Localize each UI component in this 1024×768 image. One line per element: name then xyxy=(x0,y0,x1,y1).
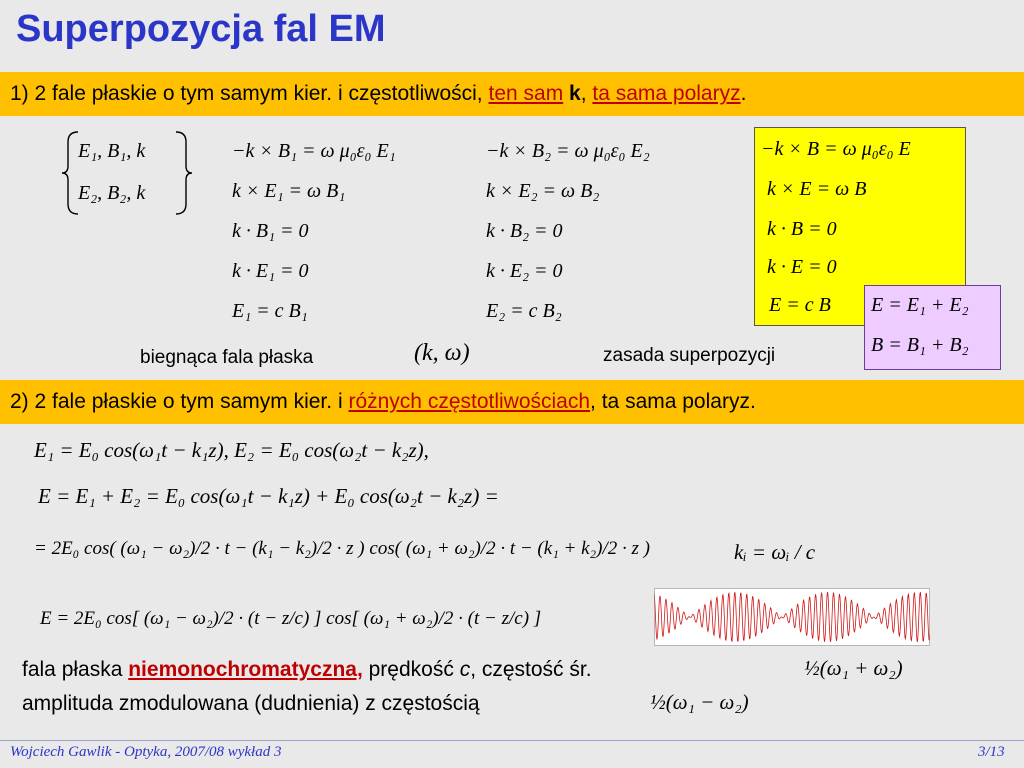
eq-beat-form: E = 2E₀ cos[ (ω₁ − ω₂)/2 · (t − z/c) ] cos[ (ω₁ + ω₂)/2 · (t − z/c) ] xyxy=(40,608,542,629)
label-travelling-wave: biegnąca fala płaska xyxy=(140,347,314,368)
eq-1-4: k · E₁ = 0 xyxy=(232,260,309,282)
wave-vector-pair: (k, ω) xyxy=(414,340,470,366)
footer-divider xyxy=(0,740,1024,741)
eq-3-3: k · B = 0 xyxy=(767,218,837,240)
wave-set-1: E₁, B₁, k xyxy=(78,140,146,162)
eq-super-b: B = B₁ + B₂ xyxy=(871,334,969,356)
section-1-banner xyxy=(0,72,1024,116)
eq-mean-frequency: ½(ω₁ + ω₂) xyxy=(804,656,903,680)
maxwell-wave-1 xyxy=(232,140,396,340)
section-1-end: . xyxy=(740,82,747,105)
conclusion-highlight: niemonochromatyczna, xyxy=(128,658,363,681)
conclusion-line-2: amplituda zmodulowana (dudnienia) z częstością xyxy=(22,692,480,715)
beat-frame xyxy=(655,589,930,646)
eq-1-5: E₁ = c B₁ xyxy=(232,300,308,322)
eq-super-e: E = E₁ + E₂ xyxy=(871,294,969,316)
eq-1-2: k × E₁ = ω B₁ xyxy=(232,180,346,202)
eq-2-2: k × E₂ = ω B₂ xyxy=(486,180,600,202)
maxwell-wave-2 xyxy=(486,140,650,340)
beat-waveform-figure xyxy=(654,588,930,646)
section-1-bold-k: k xyxy=(563,82,581,105)
eq-2-1: −k × B₂ = ω μ₀ε₀ E₂ xyxy=(486,140,650,162)
wave-set-2: E₂, B₂, k xyxy=(78,182,146,204)
conclusion-line-1 xyxy=(22,658,592,682)
page-number: 3/13 xyxy=(978,744,1005,760)
label-superposition-principle: zasada superpozycji xyxy=(603,345,776,366)
wave-set-brace xyxy=(60,128,195,218)
footer-author: Wojciech Gawlik - Optyka, 2007/08 wykład 3 xyxy=(10,744,282,760)
eq-1-1: −k × B₁ = ω μ₀ε₀ E₁ xyxy=(232,140,396,162)
conclusion-speed-c: c xyxy=(459,658,471,681)
section-2-end: , ta sama polaryz. xyxy=(590,390,756,413)
eq-3-4: k · E = 0 xyxy=(767,256,837,278)
superposition-principle-box xyxy=(864,285,1001,370)
conclusion-mean-freq: , częstość śr. xyxy=(470,658,592,681)
eq-two-waves: E₁ = E₀ cos(ω₁t − k₁z), E₂ = E₀ cos(ω₂t − k₂z), xyxy=(34,438,429,462)
eq-3-5: E = c B xyxy=(769,294,831,316)
eq-sum: E = E₁ + E₂ = E₀ cos(ω₁t − k₁z) + E₀ cos(ω₂t − k₂z) = xyxy=(38,484,499,508)
beat-waveform xyxy=(654,588,930,646)
slide-title: Superpozycja fal EM xyxy=(16,8,386,50)
eq-2-4: k · E₂ = 0 xyxy=(486,260,563,282)
section-2-highlight: różnych częstotliwościach xyxy=(348,390,591,413)
eq-1-3: k · B₁ = 0 xyxy=(232,220,309,242)
section-1-comma: , xyxy=(580,82,593,105)
section-1-text: 1) 2 fale płaskie o tym samym kier. i częstotliwości, xyxy=(10,82,489,105)
eq-2-5: E₂ = c B₂ xyxy=(486,300,562,322)
section-2-text: 2) 2 fale płaskie o tym samym kier. i xyxy=(10,390,349,413)
eq-wave-number: kᵢ = ωᵢ / c xyxy=(734,540,816,564)
eq-beat-frequency: ½(ω₁ − ω₂) xyxy=(650,690,749,714)
conclusion-prefix: fala płaska xyxy=(22,658,129,681)
eq-product-form: = 2E₀ cos( (ω₁ − ω₂)/2 · t − (k₁ − k₂)/2 · z ) cos( (ω₁ + ω₂)/2 · t − (k₁ + k₂)/2 · z ) xyxy=(34,538,650,559)
beat-carrier-line xyxy=(654,592,930,642)
section-1-highlight-polarization: ta sama polaryz xyxy=(592,82,741,105)
eq-3-1: −k × B = ω μ₀ε₀ E xyxy=(761,138,911,160)
section-2-banner xyxy=(0,380,1024,424)
eq-3-2: k × E = ω B xyxy=(767,178,867,200)
section-1-highlight-k: ten sam xyxy=(488,82,564,105)
conclusion-speed: prędkość xyxy=(362,658,460,681)
eq-2-3: k · B₂ = 0 xyxy=(486,220,563,242)
